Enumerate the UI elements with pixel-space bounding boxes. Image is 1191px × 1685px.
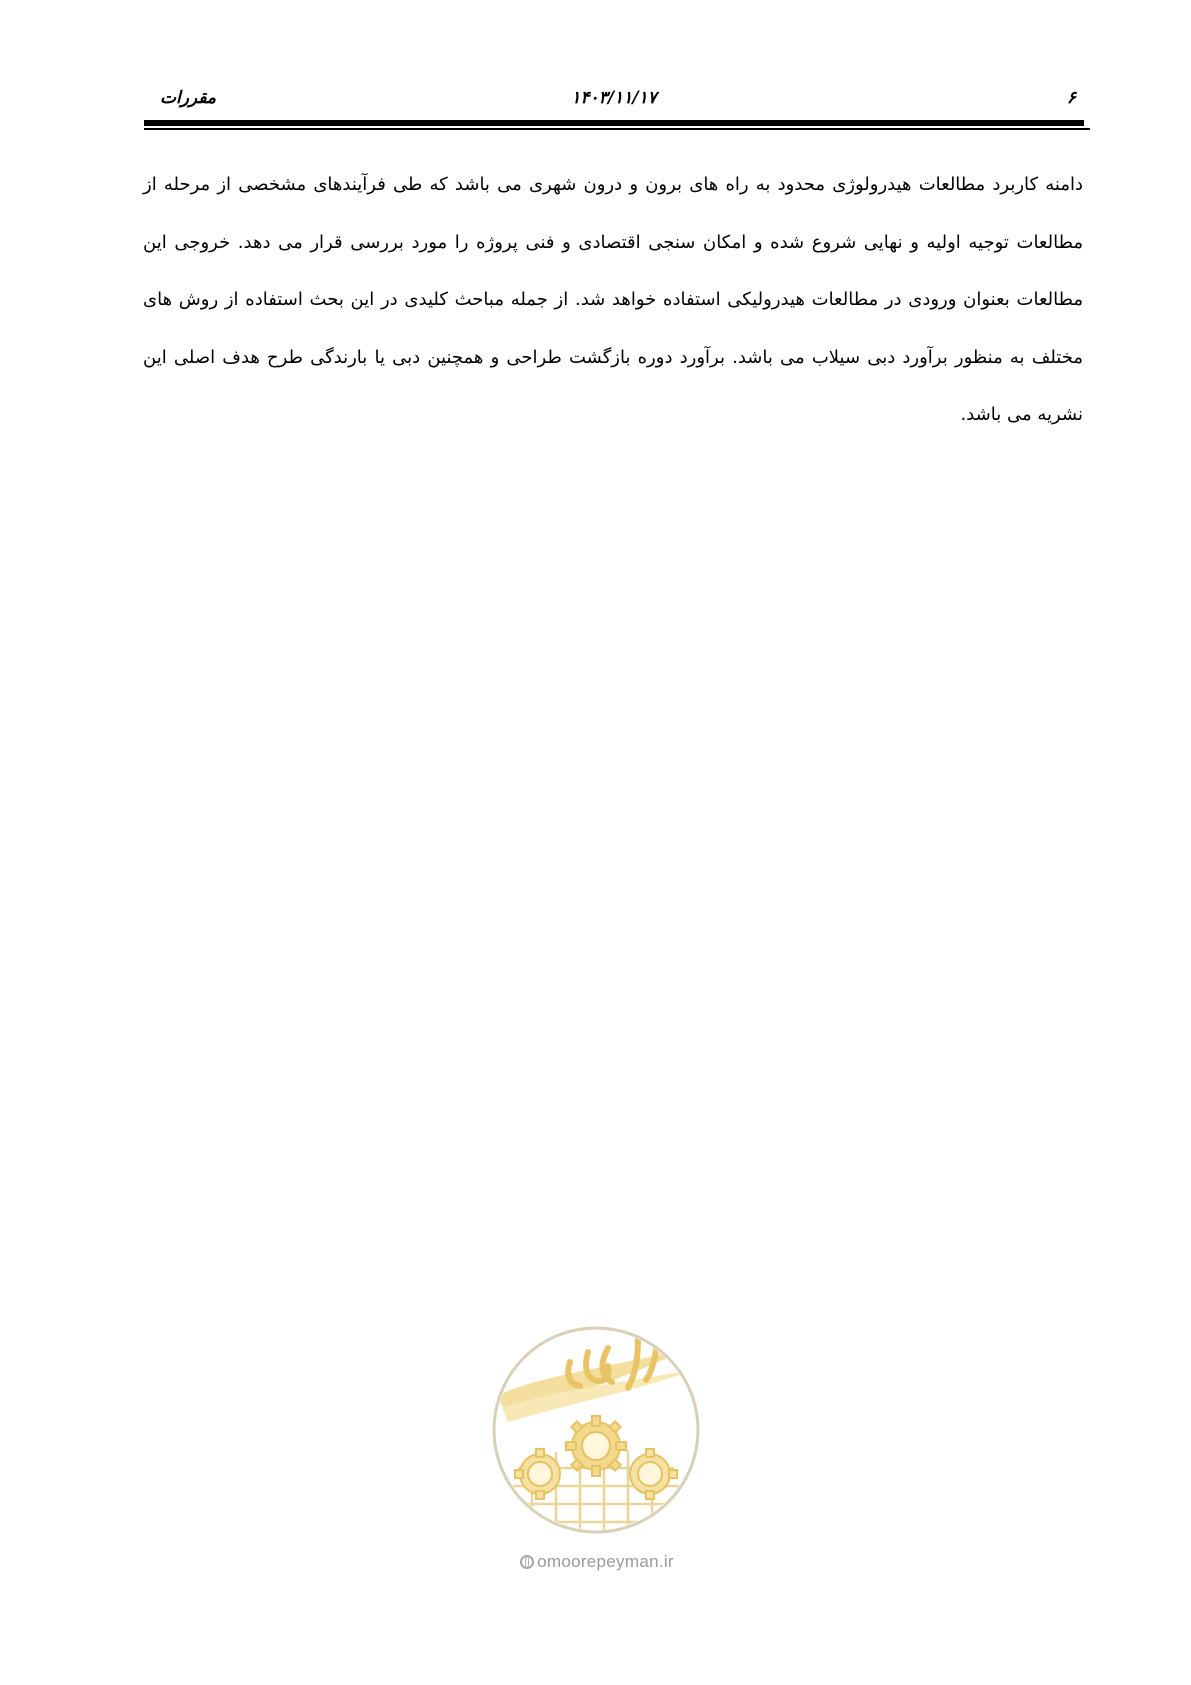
page-header bbox=[144, 82, 1084, 112]
scale-gear-icon bbox=[515, 1449, 560, 1499]
header-rule-thin bbox=[144, 128, 1090, 130]
header-title: مقررات bbox=[160, 88, 217, 108]
gear-icon bbox=[566, 1416, 626, 1476]
body-paragraph: دامنه کاربرد مطالعات هیدرولوژی محدود به راه های برون و درون شهری می باشد که طی فرآیندهای مشخصی از مرحله از مطالعات توجیه اولیه و نهایی شروع شده و امکان سنجی اقتصادی و فنی پروژه را مورد بررسی قرار می دهد. خروجی این مطالعات بعنوان ورودی در مطالعات هیدرولیکی استفاده خواهد شد. از جمله مباحث کلیدی در این بحث استفاده از روش های مختلف به منظور برآورد دبی سیلاب می باشد. برآورد دوره بازگشت طراحی و همچنین دبی یا بارندگی طرح هدف اصلی این نشریه می باشد. bbox=[143, 174, 1083, 426]
excavator-gear-icon bbox=[630, 1449, 677, 1499]
page-number: ۶ bbox=[1066, 88, 1076, 108]
watermark-site bbox=[492, 1552, 702, 1572]
globe-icon bbox=[520, 1555, 534, 1569]
watermark-site-text: omoorepeyman.ir bbox=[537, 1552, 674, 1571]
header-date: ۱۴۰۳/۱۱/۱۷ bbox=[571, 88, 657, 108]
omoorepeyman-logo-watermark bbox=[488, 1318, 704, 1548]
header-rule-thick bbox=[144, 120, 1084, 126]
